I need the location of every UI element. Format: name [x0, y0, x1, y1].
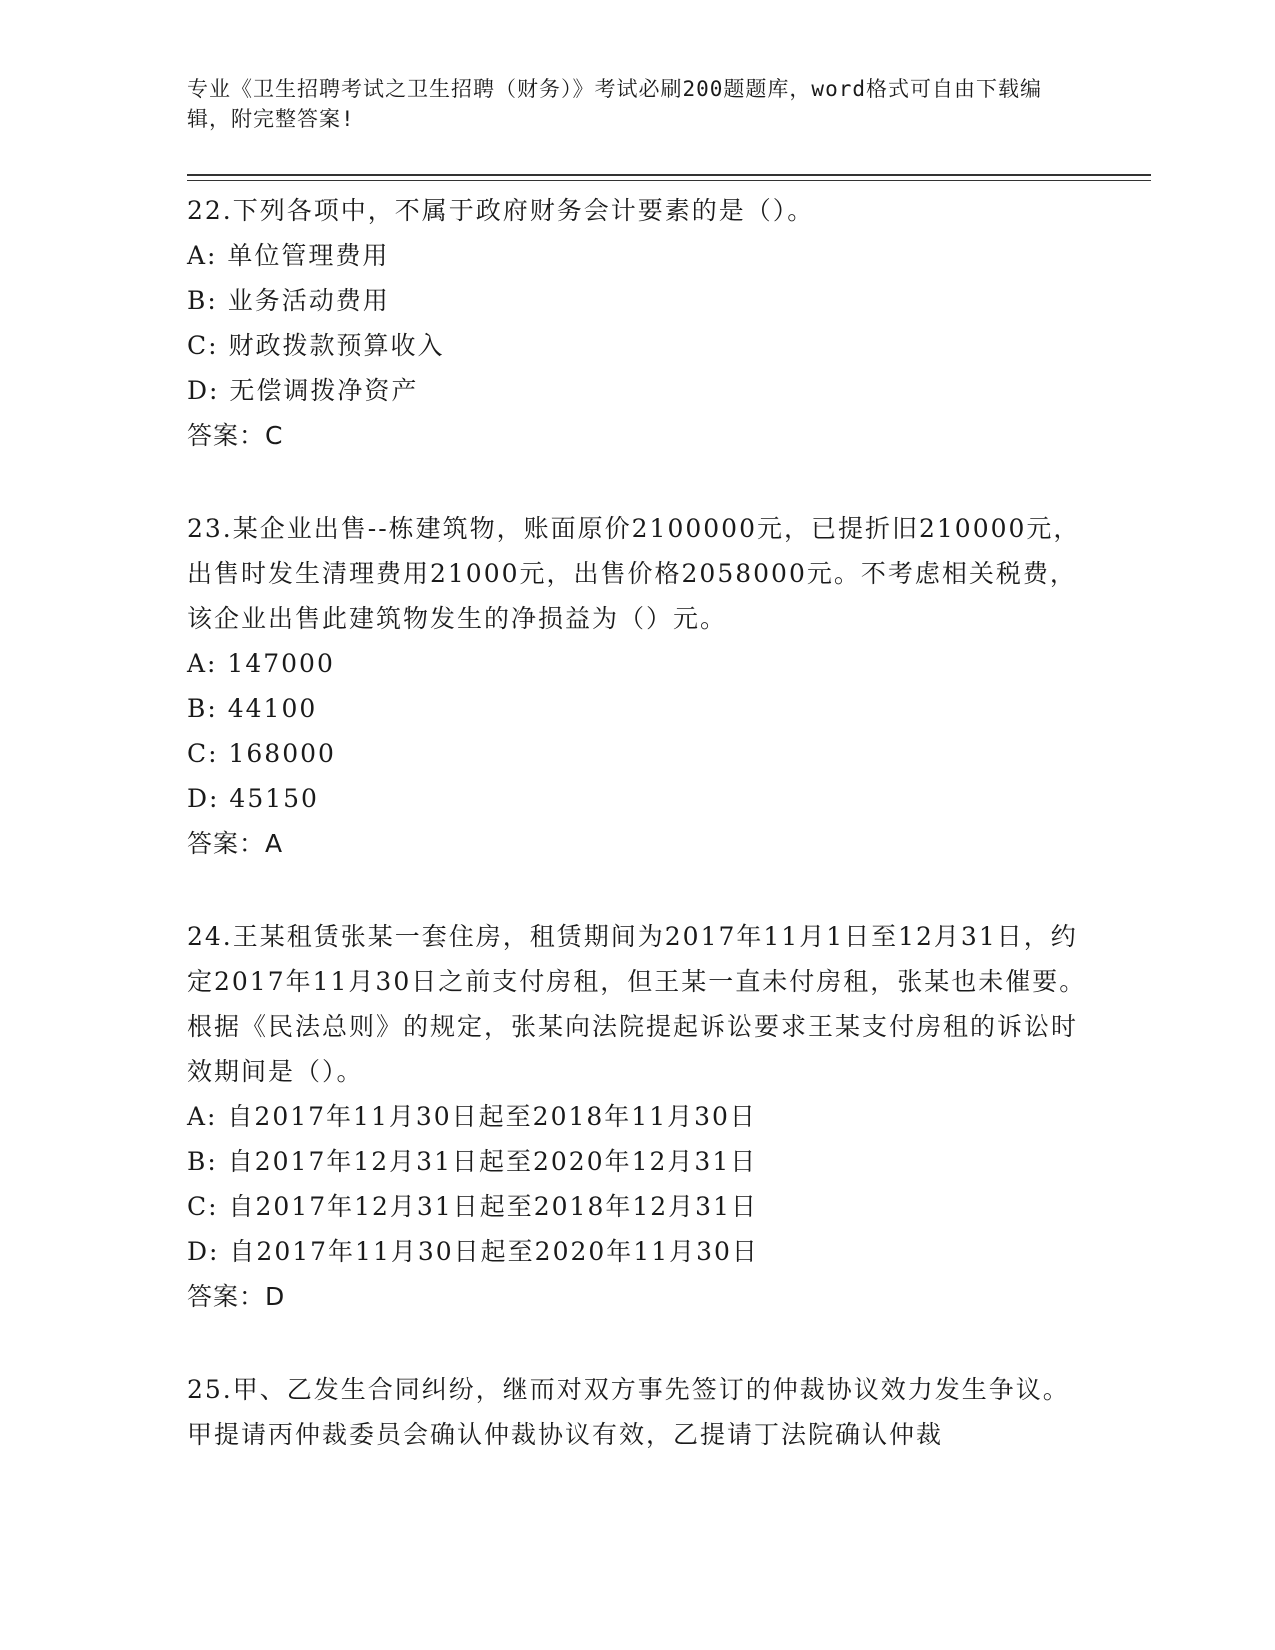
option-a: A: 147000: [187, 649, 335, 678]
answer: 答案：A: [187, 829, 284, 858]
option-c: C: 168000: [187, 739, 336, 768]
option-d: D: 无偿调拨净资产: [187, 376, 419, 405]
question-25: [187, 1367, 1087, 1457]
header-rule-thin: [187, 180, 1151, 181]
document-header: 专业《卫生招聘考试之卫生招聘（财务）》考试必刷200题题库，word格式可自由下载编辑，附完整答案!: [187, 77, 1042, 131]
question-text: 25.甲、乙发生合同纠纷，继而对双方事先签订的仲裁协议效力发生争议。甲提请丙仲裁委员会确认仲裁协议有效，乙提请丁法院确认仲裁: [187, 1375, 1070, 1449]
question-24: [187, 914, 1087, 1319]
question-list: [187, 188, 1087, 1505]
answer: 答案：C: [187, 421, 284, 450]
option-c: C: 自2017年12月31日起至2018年12月31日: [187, 1192, 758, 1221]
question-text: 22.下列各项中，不属于政府财务会计要素的是（）。: [187, 196, 815, 225]
option-a: A: 自2017年11月30日起至2018年11月30日: [187, 1102, 757, 1131]
question-23: [187, 506, 1087, 866]
option-b: B: 44100: [187, 694, 318, 723]
option-a: A: 单位管理费用: [187, 241, 390, 270]
answer: 答案：D: [187, 1282, 286, 1311]
option-d: D: 自2017年11月30日起至2020年11月30日: [187, 1237, 759, 1266]
option-c: C: 财政拨款预算收入: [187, 331, 445, 360]
question-text: 23.某企业出售--栋建筑物，账面原价2100000元，已提折旧210000元，出售时发生清理费用21000元，出售价格2058000元。不考虑相关税费，该企业出售此建筑物发生的净损益为（）元。: [187, 514, 1081, 633]
question-text: 24.王某租赁张某一套住房，租赁期间为2017年11月1日至12月31日，约定2017年11月30日之前支付房租，但王某一直未付房租，张某也未催要。根据《民法总则》的规定，张某向法院提起诉讼要求王某支付房租的诉讼时效期间是（）。: [187, 922, 1087, 1086]
question-22: [187, 188, 1087, 458]
header-rule-thick: [187, 174, 1151, 176]
option-b: B: 自2017年12月31日起至2020年12月31日: [187, 1147, 758, 1176]
option-d: D: 45150: [187, 784, 319, 813]
option-b: B: 业务活动费用: [187, 286, 390, 315]
